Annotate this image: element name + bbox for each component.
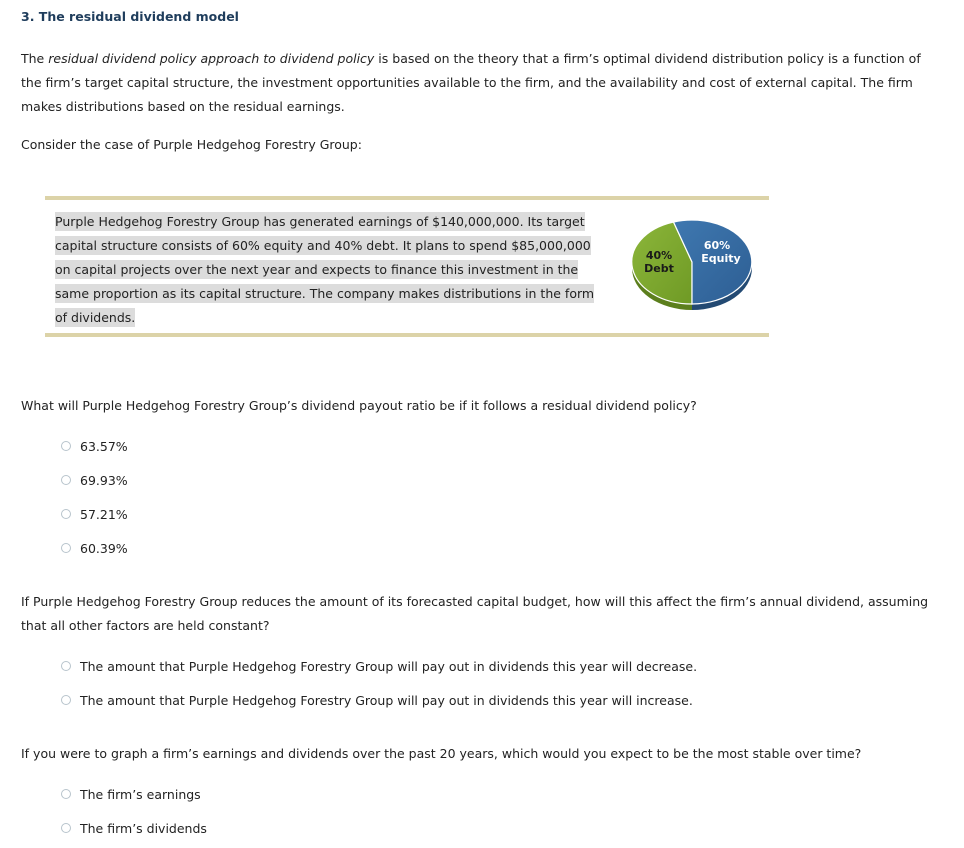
intro-emphasis: residual dividend policy approach to dividend policy [48,51,375,66]
option-label: 57.21% [80,506,128,522]
question-1-text: What will Purple Hedgehog Forestry Group’s dividend payout ratio be if it follows a residual dividend policy? [21,398,697,413]
q1-option-3[interactable] [61,505,128,523]
option-label: The amount that Purple Hedgehog Forestry Group will pay out in dividends this year will increase. [80,692,693,708]
case-description [55,210,607,330]
q1-option-2[interactable] [61,471,128,489]
q3-option-1[interactable] [61,785,201,803]
intro-after: is based on the theory that a firm’s optimal dividend distribution policy is a function of the firm’s target capital structure, the investment opportunities available to the firm, and the availability and cost of external capital. The firm makes distributions based on the residual earnings. [21,51,921,114]
q2-option-2[interactable] [61,691,693,709]
case-description-text: Purple Hedgehog Forestry Group has generated earnings of $140,000,000. Its target capital structure consists of 60% equity and 40% debt. It plans to spend $85,000,000 on capital projects over the next year and expects to finance this investment in the same proportion as its capital structure. The company makes distributions in the form of dividends. [55,214,595,325]
option-label: 63.57% [80,438,128,454]
option-label: 60.39% [80,540,128,556]
pie-label-debt-pct: 40% [645,249,673,262]
consider-text: Consider the case of Purple Hedgehog Forestry Group: [21,137,362,152]
radio-icon[interactable] [61,789,71,799]
radio-icon[interactable] [61,695,71,705]
option-label: The firm’s earnings [80,786,201,802]
question-2-text: If Purple Hedgehog Forestry Group reduces the amount of its forecasted capital budget, how will this affect the firm’s annual dividend, assuming that all other factors are held constant? [21,594,929,633]
capital-structure-pie-chart [627,209,805,319]
section-title: 3. The residual dividend model [21,9,239,24]
q1-option-1[interactable] [61,437,128,455]
pie-label-debt: Debt [644,262,674,275]
option-label: 69.93% [80,472,128,488]
intro-before: The [21,51,49,66]
q3-option-2[interactable] [61,819,207,837]
radio-icon[interactable] [61,543,71,553]
radio-icon[interactable] [61,475,71,485]
radio-icon[interactable] [61,661,71,671]
radio-icon[interactable] [61,441,71,451]
case-box [45,196,769,337]
pie-label-equity: Equity [701,252,741,265]
q1-option-4[interactable] [61,539,128,557]
radio-icon[interactable] [61,823,71,833]
q2-option-1[interactable] [61,657,697,675]
option-label: The amount that Purple Hedgehog Forestry Group will pay out in dividends this year will decrease. [80,658,698,674]
intro-paragraph [21,47,936,119]
radio-icon[interactable] [61,509,71,519]
option-label: The firm’s dividends [80,820,207,836]
pie-label-equity-pct: 60% [703,239,731,252]
question-3-text: If you were to graph a firm’s earnings and dividends over the past 20 years, which would you expect to be the most stable over time? [21,746,862,761]
